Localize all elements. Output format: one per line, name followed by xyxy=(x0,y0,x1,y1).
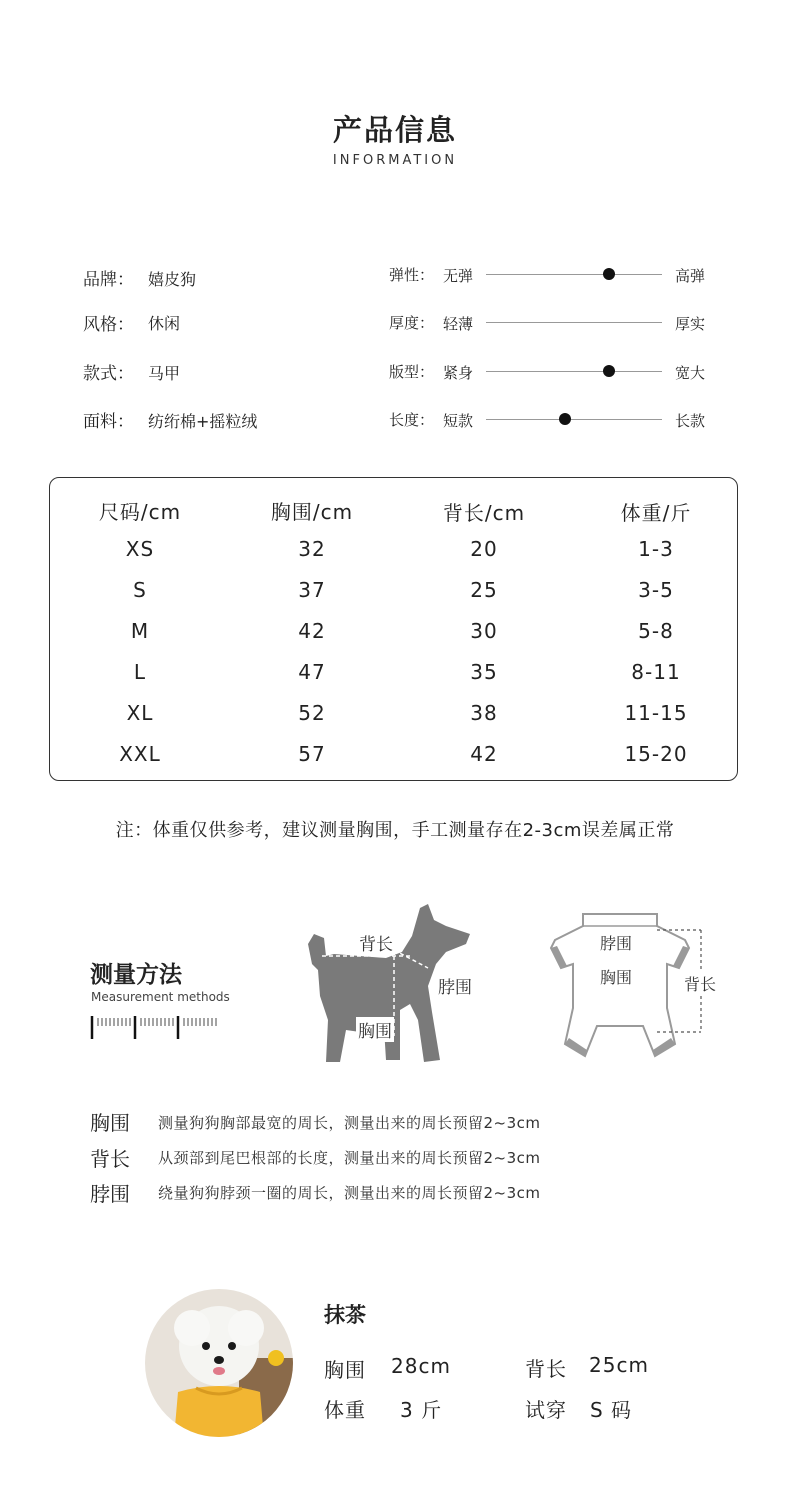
table-cell: 15-20 xyxy=(624,742,688,766)
table-cell: 3-5 xyxy=(638,578,674,602)
spec-min-label: 短款 xyxy=(443,412,474,430)
model-dog-photo xyxy=(144,1288,294,1438)
table-cell: 20 xyxy=(470,537,498,561)
spec-max-label: 厚实 xyxy=(675,315,706,333)
desc-text-chest: 测量狗狗胸部最宽的周长，测量出来的周长预留2~3cm xyxy=(158,1114,541,1132)
garment-neck-label: 脖围 xyxy=(600,934,633,953)
attr-label-brand: 品牌： xyxy=(83,270,134,290)
spec-scale-line xyxy=(486,419,662,420)
model-tryon-label: 试穿 xyxy=(525,1398,567,1422)
measurement-subtitle: Measurement methods xyxy=(91,990,230,1004)
spec-min-label: 紧身 xyxy=(443,364,474,382)
table-cell: 8-11 xyxy=(631,660,681,684)
desc-key-chest: 胸围 xyxy=(90,1111,130,1135)
table-cell: 35 xyxy=(470,660,498,684)
dog-chest-label: 胸围 xyxy=(356,1017,394,1042)
table-cell: M xyxy=(130,619,150,643)
desc-text-back: 从颈部到尾巴根部的长度，测量出来的周长预留2~3cm xyxy=(158,1149,541,1167)
model-tryon-value: S 码 xyxy=(590,1398,633,1422)
spec-scale-line xyxy=(486,274,662,275)
garment-chest-label: 胸围 xyxy=(600,968,633,987)
desc-key-neck: 脖围 xyxy=(90,1182,130,1206)
attr-label-style: 风格： xyxy=(83,315,134,335)
measurement-title: 测量方法 xyxy=(90,962,182,988)
table-cell: 47 xyxy=(298,660,326,684)
spec-level-dot xyxy=(603,268,615,280)
model-chest-value: 28cm xyxy=(391,1354,451,1378)
spec-scale-line xyxy=(486,371,662,372)
table-cell: 32 xyxy=(298,537,326,561)
table-cell: 52 xyxy=(298,701,326,725)
table-header-cell: 背长/cm xyxy=(442,501,526,525)
model-weight-value: 3 斤 xyxy=(400,1398,443,1422)
size-note: 注：体重仅供参考，建议测量胸围，手工测量存在2-3cm误差属正常 xyxy=(115,820,675,841)
spec-max-label: 高弹 xyxy=(675,267,706,285)
table-cell: XL xyxy=(126,701,154,725)
table-cell: 38 xyxy=(470,701,498,725)
attr-value-style: 休闲 xyxy=(148,314,181,333)
attr-value-brand: 嬉皮狗 xyxy=(148,270,197,289)
table-cell: 42 xyxy=(470,742,498,766)
table-header-cell: 胸围/cm xyxy=(270,500,354,524)
spec-label: 弹性： xyxy=(389,266,435,284)
dog-neck-label: 脖围 xyxy=(436,973,474,998)
page-subtitle: INFORMATION xyxy=(332,153,458,168)
spec-label: 版型： xyxy=(389,363,435,381)
spec-min-label: 轻薄 xyxy=(443,315,474,333)
dog-back-label: 背长 xyxy=(357,930,395,955)
page-title: 产品信息 xyxy=(332,113,457,147)
spec-label: 长度： xyxy=(389,411,435,429)
table-cell: L xyxy=(133,660,147,684)
table-cell: 11-15 xyxy=(624,701,688,725)
table-cell: XS xyxy=(125,537,155,561)
table-header-cell: 体重/斤 xyxy=(620,501,692,525)
spec-min-label: 无弹 xyxy=(443,267,474,285)
spec-max-label: 宽大 xyxy=(675,364,706,382)
spec-level-dot xyxy=(603,365,615,377)
table-cell: 37 xyxy=(298,578,326,602)
table-cell: 57 xyxy=(298,742,326,766)
desc-key-back: 背长 xyxy=(90,1147,130,1171)
table-cell: 25 xyxy=(470,578,498,602)
spec-scale-line xyxy=(486,322,662,323)
ruler-icon xyxy=(90,1012,220,1042)
table-cell: S xyxy=(133,578,147,602)
model-back-value: 25cm xyxy=(589,1353,649,1377)
table-cell: 30 xyxy=(470,619,498,643)
model-chest-label: 胸围 xyxy=(324,1358,366,1382)
attr-value-fabric: 纺绗棉+摇粒绒 xyxy=(148,412,258,431)
spec-label: 厚度： xyxy=(389,314,435,332)
garment-back-label: 背长 xyxy=(684,972,716,995)
attr-label-fabric: 面料： xyxy=(83,412,134,432)
attr-value-type: 马甲 xyxy=(148,364,181,383)
desc-text-neck: 绕量狗狗脖颈一圈的周长，测量出来的周长预留2~3cm xyxy=(158,1184,541,1202)
spec-max-label: 长款 xyxy=(675,412,706,430)
attr-label-type: 款式： xyxy=(83,364,134,384)
table-cell: 42 xyxy=(298,619,326,643)
table-header-cell: 尺码/cm xyxy=(98,500,182,524)
table-cell: XXL xyxy=(119,742,161,766)
table-cell: 1-3 xyxy=(638,537,674,561)
model-name: 抹茶 xyxy=(324,1303,366,1327)
model-back-label: 背长 xyxy=(525,1357,567,1381)
model-weight-label: 体重 xyxy=(324,1398,366,1422)
spec-level-dot xyxy=(559,413,571,425)
table-cell: 5-8 xyxy=(638,619,674,643)
